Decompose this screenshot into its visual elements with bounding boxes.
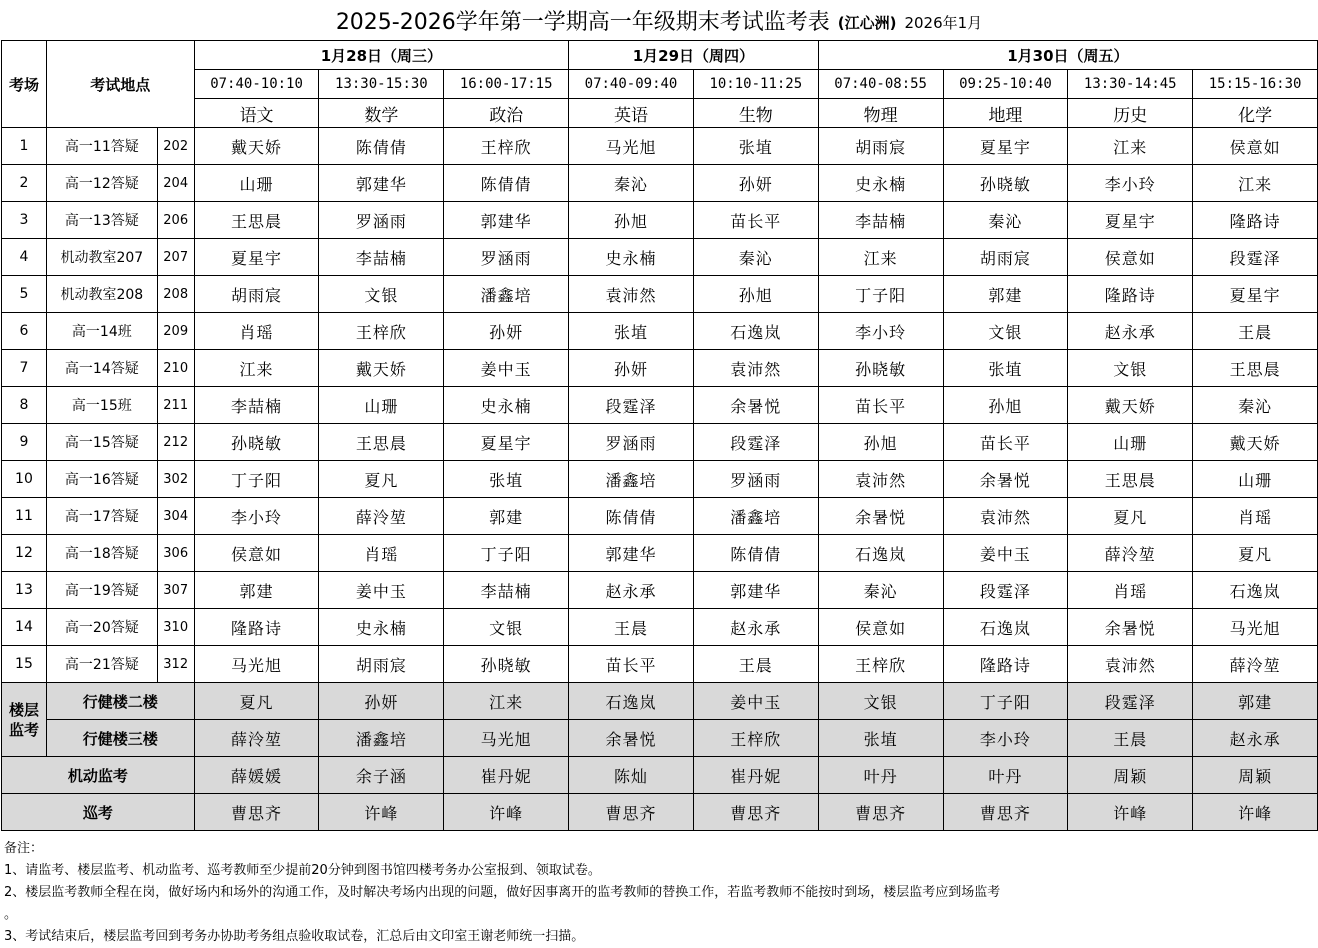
invigilator-cell: 王晨 xyxy=(569,609,694,646)
invigilator-cell: 许峰 xyxy=(1193,794,1318,831)
invigilator-cell: 孙旭 xyxy=(943,387,1068,424)
invigilator-cell: 王梓欣 xyxy=(319,313,444,350)
invigilator-cell: 崔丹妮 xyxy=(444,757,569,794)
invigilator-cell: 曹思齐 xyxy=(194,794,319,831)
invigilator-cell: 夏凡 xyxy=(194,683,319,720)
invigilator-cell: 孙晓敏 xyxy=(194,424,319,461)
exam-location: 机动教室208 xyxy=(46,276,157,313)
invigilator-cell: 苗长平 xyxy=(943,424,1068,461)
exam-location: 高一13答疑 xyxy=(46,202,157,239)
exam-room-number: 11 xyxy=(2,498,47,535)
invigilator-cell: 秦沁 xyxy=(569,165,694,202)
invigilator-cell: 曹思齐 xyxy=(693,794,818,831)
time-slot: 07:40-08:55 xyxy=(818,70,943,99)
invigilator-cell: 薛泠堃 xyxy=(194,720,319,757)
subject-header: 政治 xyxy=(444,99,569,128)
invigilator-cell: 孙妍 xyxy=(569,350,694,387)
invigilator-cell: 余暑悦 xyxy=(818,498,943,535)
room-number: 206 xyxy=(157,202,194,239)
exam-room-number: 3 xyxy=(2,202,47,239)
invigilator-cell: 潘鑫培 xyxy=(444,276,569,313)
invigilator-cell: 戴天娇 xyxy=(1193,424,1318,461)
room-number: 210 xyxy=(157,350,194,387)
invigilator-cell: 孙晓敏 xyxy=(818,350,943,387)
table-row xyxy=(2,387,1318,424)
invigilator-cell: 孙旭 xyxy=(693,276,818,313)
table-row xyxy=(2,535,1318,572)
table-row xyxy=(2,350,1318,387)
invigilator-cell: 丁子阳 xyxy=(943,683,1068,720)
invigilator-cell: 李喆楠 xyxy=(319,239,444,276)
invigilator-cell: 赵永承 xyxy=(569,572,694,609)
invigilator-cell: 丁子阳 xyxy=(444,535,569,572)
time-slot: 07:40-09:40 xyxy=(569,70,694,99)
invigilator-cell: 肖瑶 xyxy=(1193,498,1318,535)
invigilator-cell: 王晨 xyxy=(1193,313,1318,350)
invigilator-cell: 王梓欣 xyxy=(818,646,943,683)
invigilator-cell: 马光旭 xyxy=(444,720,569,757)
room-number: 208 xyxy=(157,276,194,313)
invigilator-cell: 段霆泽 xyxy=(569,387,694,424)
invigilator-cell: 秦沁 xyxy=(943,202,1068,239)
invigilator-cell: 许峰 xyxy=(1068,794,1193,831)
invigilator-cell: 丁子阳 xyxy=(194,461,319,498)
invigilator-cell: 姜中玉 xyxy=(319,572,444,609)
invigilator-cell: 马光旭 xyxy=(194,646,319,683)
invigilator-cell: 薛泠堃 xyxy=(1193,646,1318,683)
table-row xyxy=(2,572,1318,609)
invigilator-cell: 罗涵雨 xyxy=(693,461,818,498)
room-number: 304 xyxy=(157,498,194,535)
invigilator-cell: 袁沛然 xyxy=(1068,646,1193,683)
invigilator-cell: 潘鑫培 xyxy=(693,498,818,535)
invigilator-cell: 夏星宇 xyxy=(943,128,1068,165)
invigilator-cell: 孙晓敏 xyxy=(943,165,1068,202)
invigilator-cell: 薛泠堃 xyxy=(1068,535,1193,572)
invigilator-cell: 孙妍 xyxy=(693,165,818,202)
invigilator-cell: 孙妍 xyxy=(444,313,569,350)
invigilator-cell: 隆路诗 xyxy=(1193,202,1318,239)
invigilator-cell: 文银 xyxy=(818,683,943,720)
invigilator-cell: 袁沛然 xyxy=(943,498,1068,535)
exam-room-number: 7 xyxy=(2,350,47,387)
invigilator-cell: 张埴 xyxy=(444,461,569,498)
invigilator-cell: 夏凡 xyxy=(1193,535,1318,572)
invigilator-cell: 郭建华 xyxy=(444,202,569,239)
invigilator-cell: 姜中玉 xyxy=(444,350,569,387)
invigilator-cell: 秦沁 xyxy=(693,239,818,276)
invigilator-cell: 陈灿 xyxy=(569,757,694,794)
invigilator-cell: 许峰 xyxy=(319,794,444,831)
exam-room-number: 2 xyxy=(2,165,47,202)
time-slot: 13:30-14:45 xyxy=(1068,70,1193,99)
table-row xyxy=(2,165,1318,202)
title-bar xyxy=(0,0,1318,40)
invigilator-cell: 段霆泽 xyxy=(1068,683,1193,720)
exam-room-number: 4 xyxy=(2,239,47,276)
subject-header: 英语 xyxy=(569,99,694,128)
exam-location: 高一17答疑 xyxy=(46,498,157,535)
invigilator-cell: 苗长平 xyxy=(818,387,943,424)
invigilator-cell: 陈倩倩 xyxy=(569,498,694,535)
invigilator-cell: 史永楠 xyxy=(569,239,694,276)
invigilator-cell: 郭建华 xyxy=(693,572,818,609)
invigilator-cell: 段霆泽 xyxy=(943,572,1068,609)
invigilator-cell: 侯意如 xyxy=(1193,128,1318,165)
invigilator-cell: 侯意如 xyxy=(818,609,943,646)
invigilator-cell: 文银 xyxy=(1068,350,1193,387)
invigilator-cell: 石逸岚 xyxy=(1193,572,1318,609)
invigilator-cell: 秦沁 xyxy=(1193,387,1318,424)
invigilator-cell: 江来 xyxy=(818,239,943,276)
invigilator-cell: 张埴 xyxy=(569,313,694,350)
invigilator-cell: 夏星宇 xyxy=(194,239,319,276)
invigilator-cell: 姜中玉 xyxy=(693,683,818,720)
invigilator-cell: 王梓欣 xyxy=(444,128,569,165)
invigilator-cell: 薛媛媛 xyxy=(194,757,319,794)
invigilator-cell: 夏星宇 xyxy=(1193,276,1318,313)
invigilator-cell: 余暑悦 xyxy=(1068,609,1193,646)
invigilator-cell: 王思晨 xyxy=(319,424,444,461)
table-row xyxy=(2,239,1318,276)
exam-room-number: 1 xyxy=(2,128,47,165)
invigilator-cell: 袁沛然 xyxy=(693,350,818,387)
room-number: 306 xyxy=(157,535,194,572)
invigilator-cell: 段霆泽 xyxy=(693,424,818,461)
day-header: 1月29日（周四） xyxy=(569,41,819,70)
exam-location: 高一16答疑 xyxy=(46,461,157,498)
invigilator-cell: 孙妍 xyxy=(319,683,444,720)
room-number: 307 xyxy=(157,572,194,609)
page-title: 2025-2026学年第一学期高一年级期末考试监考表 xyxy=(335,9,830,35)
invigilator-cell: 胡雨宸 xyxy=(943,239,1068,276)
exam-room-number: 8 xyxy=(2,387,47,424)
invigilator-cell: 肖瑶 xyxy=(194,313,319,350)
invigilator-cell: 罗涵雨 xyxy=(444,239,569,276)
invigilator-cell: 赵永承 xyxy=(1068,313,1193,350)
time-slot: 07:40-10:10 xyxy=(194,70,319,99)
day-header: 1月30日（周五） xyxy=(818,41,1317,70)
invigilator-cell: 侯意如 xyxy=(1068,239,1193,276)
exam-location: 高一18答疑 xyxy=(46,535,157,572)
location-header: 考试地点 xyxy=(46,41,194,128)
invigilator-cell: 周颖 xyxy=(1068,757,1193,794)
note-line: 备注： xyxy=(4,841,44,856)
invigilator-cell: 马光旭 xyxy=(1193,609,1318,646)
invigilator-cell: 曹思齐 xyxy=(818,794,943,831)
invigilator-cell: 赵永承 xyxy=(1193,720,1318,757)
invigilator-cell: 文银 xyxy=(319,276,444,313)
invigilator-cell: 余暑悦 xyxy=(943,461,1068,498)
exam-room-number: 12 xyxy=(2,535,47,572)
invigilator-cell: 李喆楠 xyxy=(194,387,319,424)
subject-header: 化学 xyxy=(1193,99,1318,128)
invigilator-cell: 孙晓敏 xyxy=(444,646,569,683)
invigilator-cell: 张埴 xyxy=(943,350,1068,387)
table-row xyxy=(2,609,1318,646)
invigilator-cell: 江来 xyxy=(194,350,319,387)
exam-location: 高一20答疑 xyxy=(46,609,157,646)
room-number: 202 xyxy=(157,128,194,165)
room-number: 302 xyxy=(157,461,194,498)
table-row xyxy=(2,461,1318,498)
invigilator-cell: 夏星宇 xyxy=(1068,202,1193,239)
invigilator-cell: 曹思齐 xyxy=(943,794,1068,831)
time-slot: 16:00-17:15 xyxy=(444,70,569,99)
table-row xyxy=(2,202,1318,239)
invigilator-cell: 胡雨宸 xyxy=(319,646,444,683)
invigilator-cell: 隆路诗 xyxy=(194,609,319,646)
invigilator-cell: 李喆楠 xyxy=(818,202,943,239)
invigilator-cell: 李小玲 xyxy=(943,720,1068,757)
invigilator-cell: 山珊 xyxy=(194,165,319,202)
invigilator-cell: 江来 xyxy=(444,683,569,720)
exam-room-number: 6 xyxy=(2,313,47,350)
invigilator-cell: 肖瑶 xyxy=(319,535,444,572)
invigilator-cell: 苗长平 xyxy=(569,646,694,683)
invigilator-cell: 叶丹 xyxy=(943,757,1068,794)
invigilator-cell: 李小玲 xyxy=(1068,165,1193,202)
exam-location: 高一15班 xyxy=(46,387,157,424)
invigilator-cell: 石逸岚 xyxy=(943,609,1068,646)
invigilator-cell: 薛泠堃 xyxy=(319,498,444,535)
invigilator-cell: 郭建 xyxy=(194,572,319,609)
exam-room-header: 考场 xyxy=(2,41,47,128)
room-number: 207 xyxy=(157,239,194,276)
table-row xyxy=(2,276,1318,313)
invigilator-cell: 胡雨宸 xyxy=(818,128,943,165)
invigilator-cell: 江来 xyxy=(1068,128,1193,165)
invigilator-cell: 张埴 xyxy=(693,128,818,165)
exam-location: 高一12答疑 xyxy=(46,165,157,202)
invigilator-cell: 胡雨宸 xyxy=(194,276,319,313)
invigilator-cell: 秦沁 xyxy=(818,572,943,609)
exam-location: 高一14答疑 xyxy=(46,350,157,387)
invigilator-cell: 崔丹妮 xyxy=(693,757,818,794)
exam-room-number: 5 xyxy=(2,276,47,313)
exam-location: 高一11答疑 xyxy=(46,128,157,165)
room-number: 312 xyxy=(157,646,194,683)
invigilator-cell: 夏星宇 xyxy=(444,424,569,461)
invigilator-cell: 孙旭 xyxy=(569,202,694,239)
invigilator-cell: 许峰 xyxy=(444,794,569,831)
invigilator-cell: 苗长平 xyxy=(693,202,818,239)
invigilator-cell: 陈倩倩 xyxy=(444,165,569,202)
patrol-label: 巡考 xyxy=(2,794,195,831)
invigilator-cell: 王思晨 xyxy=(1193,350,1318,387)
exam-room-number: 13 xyxy=(2,572,47,609)
exam-room-number: 14 xyxy=(2,609,47,646)
invigilator-cell: 李小玲 xyxy=(194,498,319,535)
invigilator-cell: 史永楠 xyxy=(444,387,569,424)
invigilator-cell: 周颖 xyxy=(1193,757,1318,794)
subject-header-row xyxy=(2,99,1318,128)
invigilator-cell: 郭建 xyxy=(1193,683,1318,720)
invigilator-cell: 王梓欣 xyxy=(693,720,818,757)
table-row xyxy=(2,424,1318,461)
floor-location: 行健楼三楼 xyxy=(46,720,194,757)
time-slot: 09:25-10:40 xyxy=(943,70,1068,99)
exam-location: 高一21答疑 xyxy=(46,646,157,683)
invigilator-cell: 潘鑫培 xyxy=(319,720,444,757)
time-slot: 15:15-16:30 xyxy=(1193,70,1318,99)
invigilator-cell: 山珊 xyxy=(319,387,444,424)
invigilator-cell: 丁子阳 xyxy=(818,276,943,313)
day-header: 1月28日（周三） xyxy=(194,41,568,70)
invigilator-cell: 张埴 xyxy=(818,720,943,757)
patrol-row xyxy=(2,794,1318,831)
invigilator-cell: 石逸岚 xyxy=(818,535,943,572)
invigilator-cell: 隆路诗 xyxy=(943,646,1068,683)
invigilator-cell: 余暑悦 xyxy=(569,720,694,757)
subject-header: 地理 xyxy=(943,99,1068,128)
room-number: 310 xyxy=(157,609,194,646)
invigilator-cell: 王晨 xyxy=(1068,720,1193,757)
invigilator-cell: 赵永承 xyxy=(693,609,818,646)
note-line: 1、请监考、楼层监考、机动监考、巡考教师至少提前20分钟到图书馆四楼考务办公室报到、领取试卷。 xyxy=(4,863,601,878)
exam-room-number: 9 xyxy=(2,424,47,461)
time-slot: 13:30-15:30 xyxy=(319,70,444,99)
note-line: 2、楼层监考教师全程在岗，做好场内和场外的沟通工作，及时解决考场内出现的问题，做好因事离开的监考教师的替换工作，若监考教师不能按时到场，楼层监考应到场监考 xyxy=(4,885,1001,900)
invigilator-cell: 史永楠 xyxy=(319,609,444,646)
table-row xyxy=(2,498,1318,535)
invigilator-cell: 袁沛然 xyxy=(818,461,943,498)
table-row xyxy=(2,646,1318,683)
time-header-row xyxy=(2,70,1318,99)
invigilator-cell: 陈倩倩 xyxy=(693,535,818,572)
invigilator-cell: 戴天娇 xyxy=(1068,387,1193,424)
invigilator-cell: 罗涵雨 xyxy=(319,202,444,239)
subject-header: 历史 xyxy=(1068,99,1193,128)
invigilator-cell: 郭建 xyxy=(943,276,1068,313)
invigilator-cell: 罗涵雨 xyxy=(569,424,694,461)
campus-label: (江心洲) xyxy=(837,13,897,32)
invigilator-cell: 袁沛然 xyxy=(569,276,694,313)
room-number: 211 xyxy=(157,387,194,424)
invigilator-cell: 夏凡 xyxy=(319,461,444,498)
room-number: 212 xyxy=(157,424,194,461)
invigilator-cell: 夏凡 xyxy=(1068,498,1193,535)
invigilator-cell: 文银 xyxy=(943,313,1068,350)
notes-section xyxy=(4,838,1000,948)
exam-location: 高一14班 xyxy=(46,313,157,350)
invigilator-cell: 隆路诗 xyxy=(1068,276,1193,313)
invigilator-cell: 叶丹 xyxy=(818,757,943,794)
note-line: 3、考试结束后，楼层监考回到考务办协助考务组点验收取试卷，汇总后由文印室王谢老师统一扫描。 xyxy=(4,929,585,944)
mobile-label: 机动监考 xyxy=(2,757,195,794)
invigilator-cell: 余暑悦 xyxy=(693,387,818,424)
invigilator-cell: 姜中玉 xyxy=(943,535,1068,572)
invigilator-cell: 王思晨 xyxy=(194,202,319,239)
invigilator-cell: 段霆泽 xyxy=(1193,239,1318,276)
invigilator-cell: 李小玲 xyxy=(818,313,943,350)
invigilator-cell: 李喆楠 xyxy=(444,572,569,609)
table-row xyxy=(2,313,1318,350)
subject-header: 数学 xyxy=(319,99,444,128)
invigilator-cell: 江来 xyxy=(1193,165,1318,202)
invigilator-cell: 孙旭 xyxy=(818,424,943,461)
table-row xyxy=(2,128,1318,165)
subject-header: 语文 xyxy=(194,99,319,128)
invigilator-cell: 潘鑫培 xyxy=(569,461,694,498)
invigilator-cell: 陈倩倩 xyxy=(319,128,444,165)
invigilator-cell: 石逸岚 xyxy=(693,313,818,350)
invigilator-cell: 戴天娇 xyxy=(194,128,319,165)
invigilator-cell: 文银 xyxy=(444,609,569,646)
invigilator-cell: 肖瑶 xyxy=(1068,572,1193,609)
title-date: 2026年1月 xyxy=(904,13,983,32)
invigilator-cell: 郭建华 xyxy=(319,165,444,202)
invigilator-cell: 郭建 xyxy=(444,498,569,535)
room-number: 204 xyxy=(157,165,194,202)
note-line: 。 xyxy=(4,907,18,922)
invigilator-cell: 王晨 xyxy=(693,646,818,683)
exam-room-number: 10 xyxy=(2,461,47,498)
time-slot: 10:10-11:25 xyxy=(693,70,818,99)
day-header-row xyxy=(2,41,1318,70)
exam-location: 机动教室207 xyxy=(46,239,157,276)
invigilator-cell: 王思晨 xyxy=(1068,461,1193,498)
mobile-row xyxy=(2,757,1318,794)
invigilator-cell: 马光旭 xyxy=(569,128,694,165)
room-number: 209 xyxy=(157,313,194,350)
invigilator-cell: 曹思齐 xyxy=(569,794,694,831)
invigilator-cell: 石逸岚 xyxy=(569,683,694,720)
floor-location: 行健楼二楼 xyxy=(46,683,194,720)
invigilator-cell: 山珊 xyxy=(1068,424,1193,461)
subject-header: 生物 xyxy=(693,99,818,128)
exam-location: 高一15答疑 xyxy=(46,424,157,461)
floor-row xyxy=(2,683,1318,720)
schedule-table xyxy=(1,40,1318,831)
floor-row xyxy=(2,720,1318,757)
exam-location: 高一19答疑 xyxy=(46,572,157,609)
exam-room-number: 15 xyxy=(2,646,47,683)
invigilator-cell: 史永楠 xyxy=(818,165,943,202)
invigilator-cell: 戴天娇 xyxy=(319,350,444,387)
invigilator-cell: 侯意如 xyxy=(194,535,319,572)
invigilator-cell: 余子涵 xyxy=(319,757,444,794)
invigilator-cell: 郭建华 xyxy=(569,535,694,572)
subject-header: 物理 xyxy=(818,99,943,128)
floor-invigilation-label: 楼层监考 xyxy=(2,683,47,757)
invigilator-cell: 山珊 xyxy=(1193,461,1318,498)
